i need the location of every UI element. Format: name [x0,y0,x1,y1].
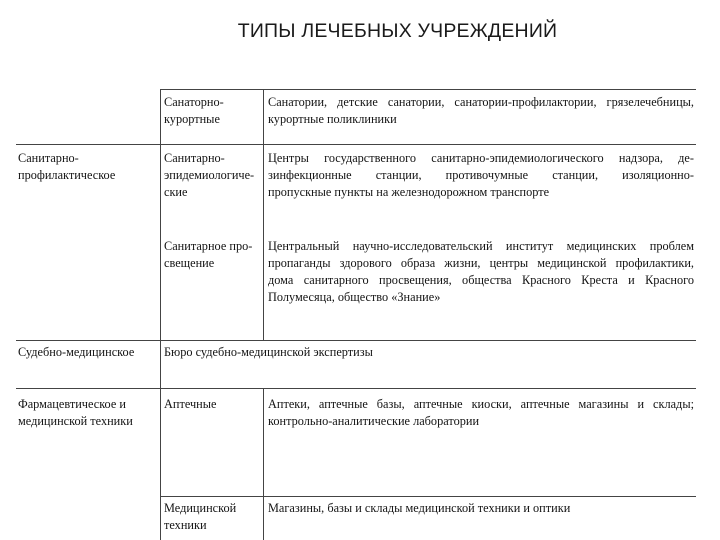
subtype-cell [164,396,260,413]
institutions-text: Центральный научно-исследовательский институт медицинских проблем [268,239,694,253]
table-rule-4 [16,388,696,389]
subtype-text: свещение [164,256,215,270]
table-rule-3 [16,340,696,341]
group-text: Судебно-медицинское [18,345,135,359]
group-cell [18,396,158,430]
subtype-cell [164,238,260,272]
institutions-cell [268,500,694,517]
table-column-rule-2 [263,89,264,340]
table-rule-2 [16,144,696,145]
institutions-text: Санатории, детские санатории, санатории-профилактории, грязелечебницы, [268,95,694,109]
subtype-text: курортные [164,112,220,126]
table-rule-5 [160,496,696,497]
institutions-cell [268,396,694,430]
institutions-text: дома санитарного просвещения, общества Красного Креста и Красного [268,273,694,287]
group-text: профилактическое [18,168,116,182]
subtype-cell [164,500,260,534]
institutions-text: Центры государственного санитарно-эпидемиологического надзора, де- [268,151,694,165]
institutions-text: пропускные пункты на железнодорожном транспорте [268,185,550,199]
subtype-text: ские [164,185,188,199]
subtype-cell [164,150,260,201]
table-column-rule-3 [263,388,264,540]
subtype-cell [164,344,564,361]
subtype-text: Медицинской [164,501,237,515]
table-rule-1 [160,89,696,90]
group-cell [18,150,158,184]
group-text: Фармацевтическое и [18,397,126,411]
group-text: Санитарно- [18,151,79,165]
table-column-rule-1 [160,89,161,540]
subtype-text: Санитарное про- [164,239,253,253]
subtype-text: Аптечные [164,397,217,411]
subtype-text: техники [164,518,207,532]
subtype-text: эпидемиологиче- [164,168,255,182]
group-cell [18,344,158,361]
subtype-text: Санитарно- [164,151,225,165]
group-text: медицинской техники [18,414,133,428]
table-row [164,94,260,128]
institutions-cell [268,238,694,306]
subtype-text: Бюро судебно-медицинской экспертизы [164,345,373,359]
institutions-text: зинфекционные станции, противочумные станции, изоляционно- [268,168,694,182]
institutions-text: Магазины, базы и склады медицинской техники и оптики [268,501,571,515]
institutions-text: контрольно-аналитические лаборатории [268,414,480,428]
institutions-text: пропаганды здорового образа жизни, центры медицинской профилактики, [268,256,694,270]
institutions-cell [268,150,694,201]
institutions-text: курортные поликлиники [268,112,397,126]
subtype-text: Санаторно- [164,95,224,109]
page-title: ТИПЫ ЛЕЧЕБНЫХ УЧРЕЖДЕНИЙ [237,20,558,42]
institutions-cell [268,94,694,128]
institutions-text: Полумесяца, общество «Знание» [268,290,441,304]
institutions-text: Аптеки, аптечные базы, аптечные киоски, аптечные магазины и склады; [268,397,694,411]
